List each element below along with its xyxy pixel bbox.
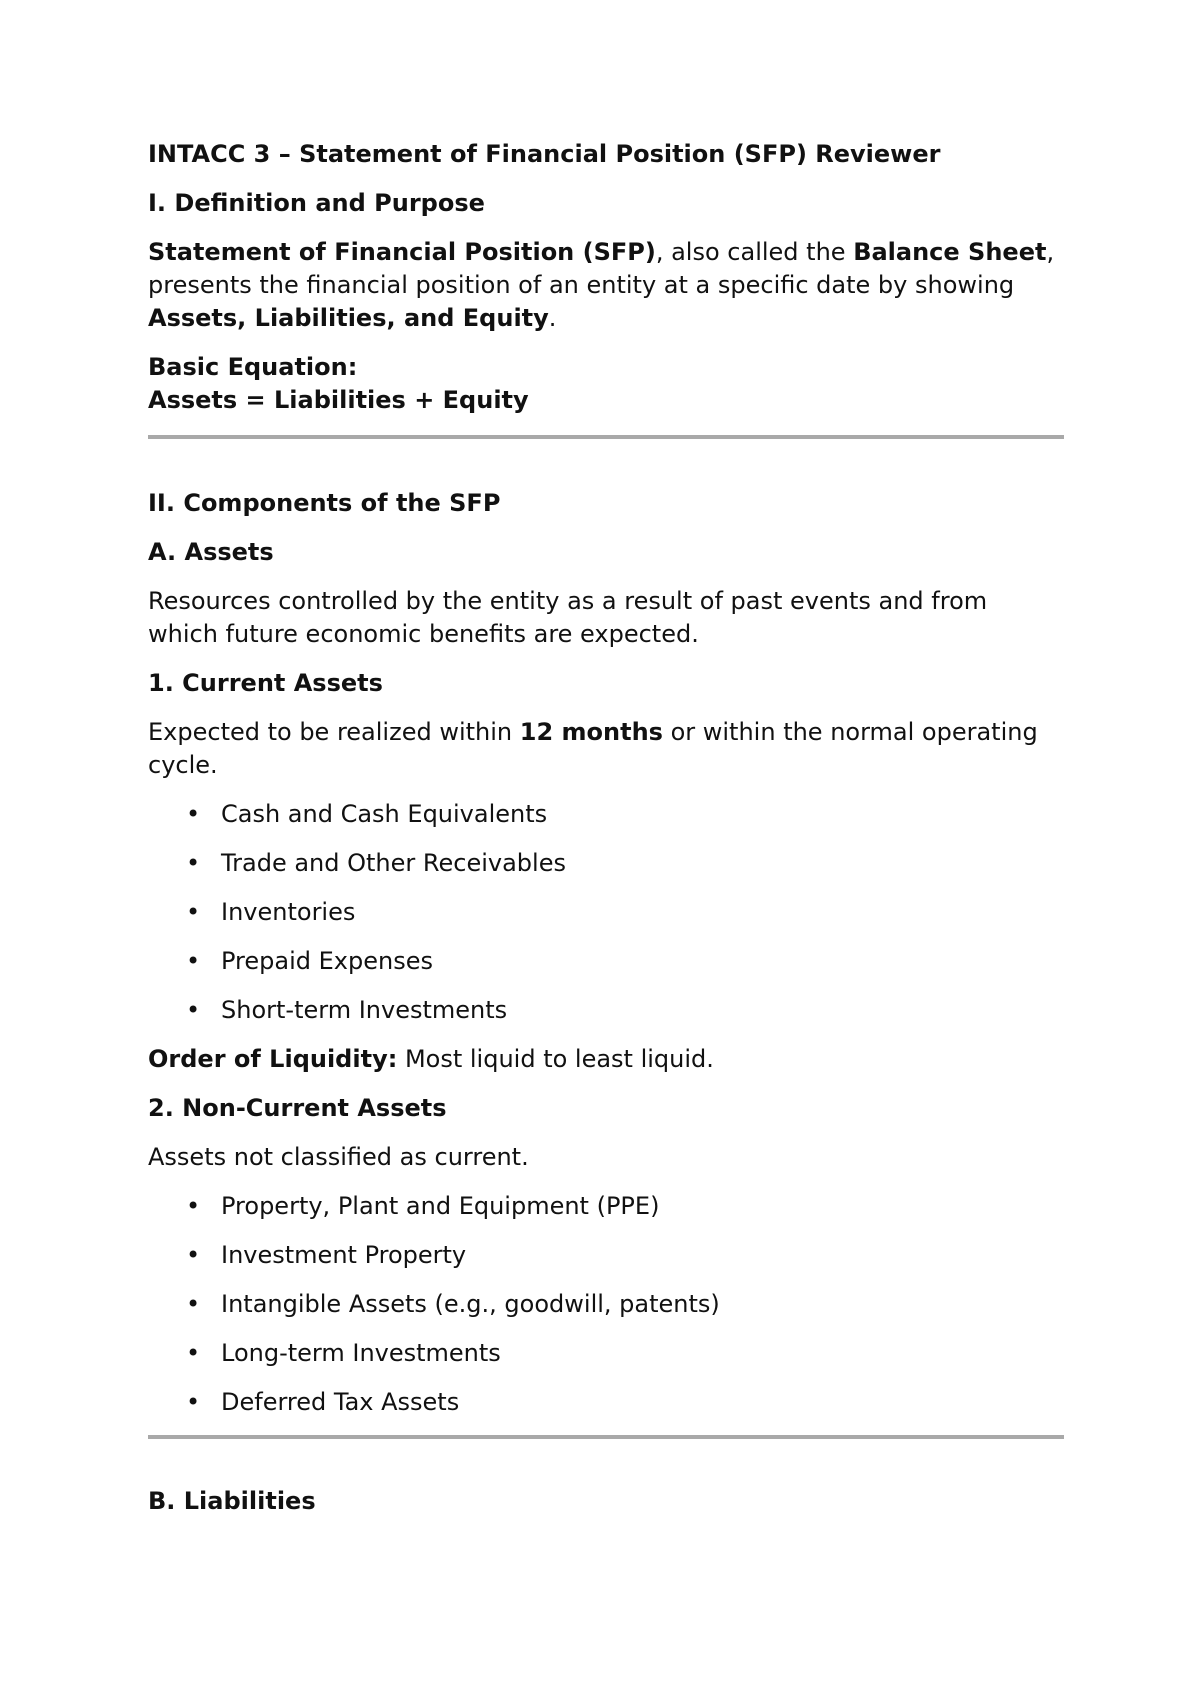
list-item-text: Deferred Tax Assets — [221, 1388, 460, 1416]
horizontal-divider — [148, 1435, 1064, 1439]
term-sfp: Statement of Financial Position (SFP) — [148, 238, 656, 266]
current-assets-list — [148, 798, 1064, 1027]
term-balance-sheet: Balance Sheet — [853, 238, 1047, 266]
noncurrent-assets-list — [148, 1190, 1064, 1419]
subheading-assets: A. Assets — [148, 538, 274, 566]
list-item — [148, 798, 1064, 831]
current-assets-definition — [148, 716, 1064, 782]
list-item — [148, 1386, 1064, 1419]
list-item-text: Intangible Assets (e.g., goodwill, patents) — [221, 1290, 720, 1318]
definition-text-3: . — [548, 304, 557, 332]
bullet-icon: • — [186, 1388, 201, 1416]
list-item-text: Prepaid Expenses — [221, 947, 433, 975]
liquidity-label: Order of Liquidity: — [148, 1045, 398, 1073]
liquidity-note — [148, 1043, 1064, 1076]
assets-definition: Resources controlled by the entity as a result of past events and from which future economic benefits are expected. — [148, 587, 988, 648]
list-item — [148, 896, 1064, 929]
subheading-noncurrent-assets: 2. Non-Current Assets — [148, 1094, 447, 1122]
term-components: Assets, Liabilities, and Equity — [148, 304, 549, 332]
term-12-months: 12 months — [519, 718, 663, 746]
list-item-text: Property, Plant and Equipment (PPE) — [221, 1192, 660, 1220]
list-item-text: Investment Property — [221, 1241, 467, 1269]
list-item-text: Inventories — [221, 898, 356, 926]
bullet-icon: • — [186, 1192, 201, 1220]
equation-formula: Assets = Liabilities + Equity — [148, 386, 529, 414]
section-heading-definition: I. Definition and Purpose — [148, 189, 485, 217]
list-item-text: Cash and Cash Equivalents — [221, 800, 548, 828]
list-item — [148, 945, 1064, 978]
list-item — [148, 1288, 1064, 1321]
definition-text-2: , presents the financial position of an entity at a specific date by showing — [148, 238, 1055, 299]
bullet-icon: • — [186, 849, 201, 877]
bullet-icon: • — [186, 1290, 201, 1318]
list-item — [148, 1239, 1064, 1272]
list-item — [148, 1337, 1064, 1370]
document-page — [148, 138, 1064, 1534]
bullet-icon: • — [186, 947, 201, 975]
equation-block — [148, 351, 1064, 417]
list-item — [148, 847, 1064, 880]
list-item — [148, 994, 1064, 1027]
list-item-text: Long-term Investments — [221, 1339, 501, 1367]
current-def-text-1: Expected to be realized within — [148, 718, 520, 746]
bullet-icon: • — [186, 996, 201, 1024]
noncurrent-assets-definition: Assets not classified as current. — [148, 1143, 529, 1171]
current-def-text-2: or within the normal operating cycle. — [148, 718, 1038, 779]
list-item — [148, 1190, 1064, 1223]
section-heading-components: II. Components of the SFP — [148, 489, 501, 517]
bullet-icon: • — [186, 1339, 201, 1367]
horizontal-divider — [148, 435, 1064, 439]
definition-paragraph — [148, 236, 1064, 335]
subheading-liabilities: B. Liabilities — [148, 1487, 316, 1515]
list-item-text: Trade and Other Receivables — [221, 849, 566, 877]
bullet-icon: • — [186, 1241, 201, 1269]
bullet-icon: • — [186, 898, 201, 926]
subheading-current-assets: 1. Current Assets — [148, 669, 383, 697]
definition-text-1: , also called the — [655, 238, 854, 266]
document-title: INTACC 3 – Statement of Financial Position (SFP) Reviewer — [148, 140, 941, 168]
liquidity-text: Most liquid to least liquid. — [397, 1045, 714, 1073]
bullet-icon: • — [186, 800, 201, 828]
equation-label: Basic Equation: — [148, 353, 358, 381]
list-item-text: Short-term Investments — [221, 996, 508, 1024]
